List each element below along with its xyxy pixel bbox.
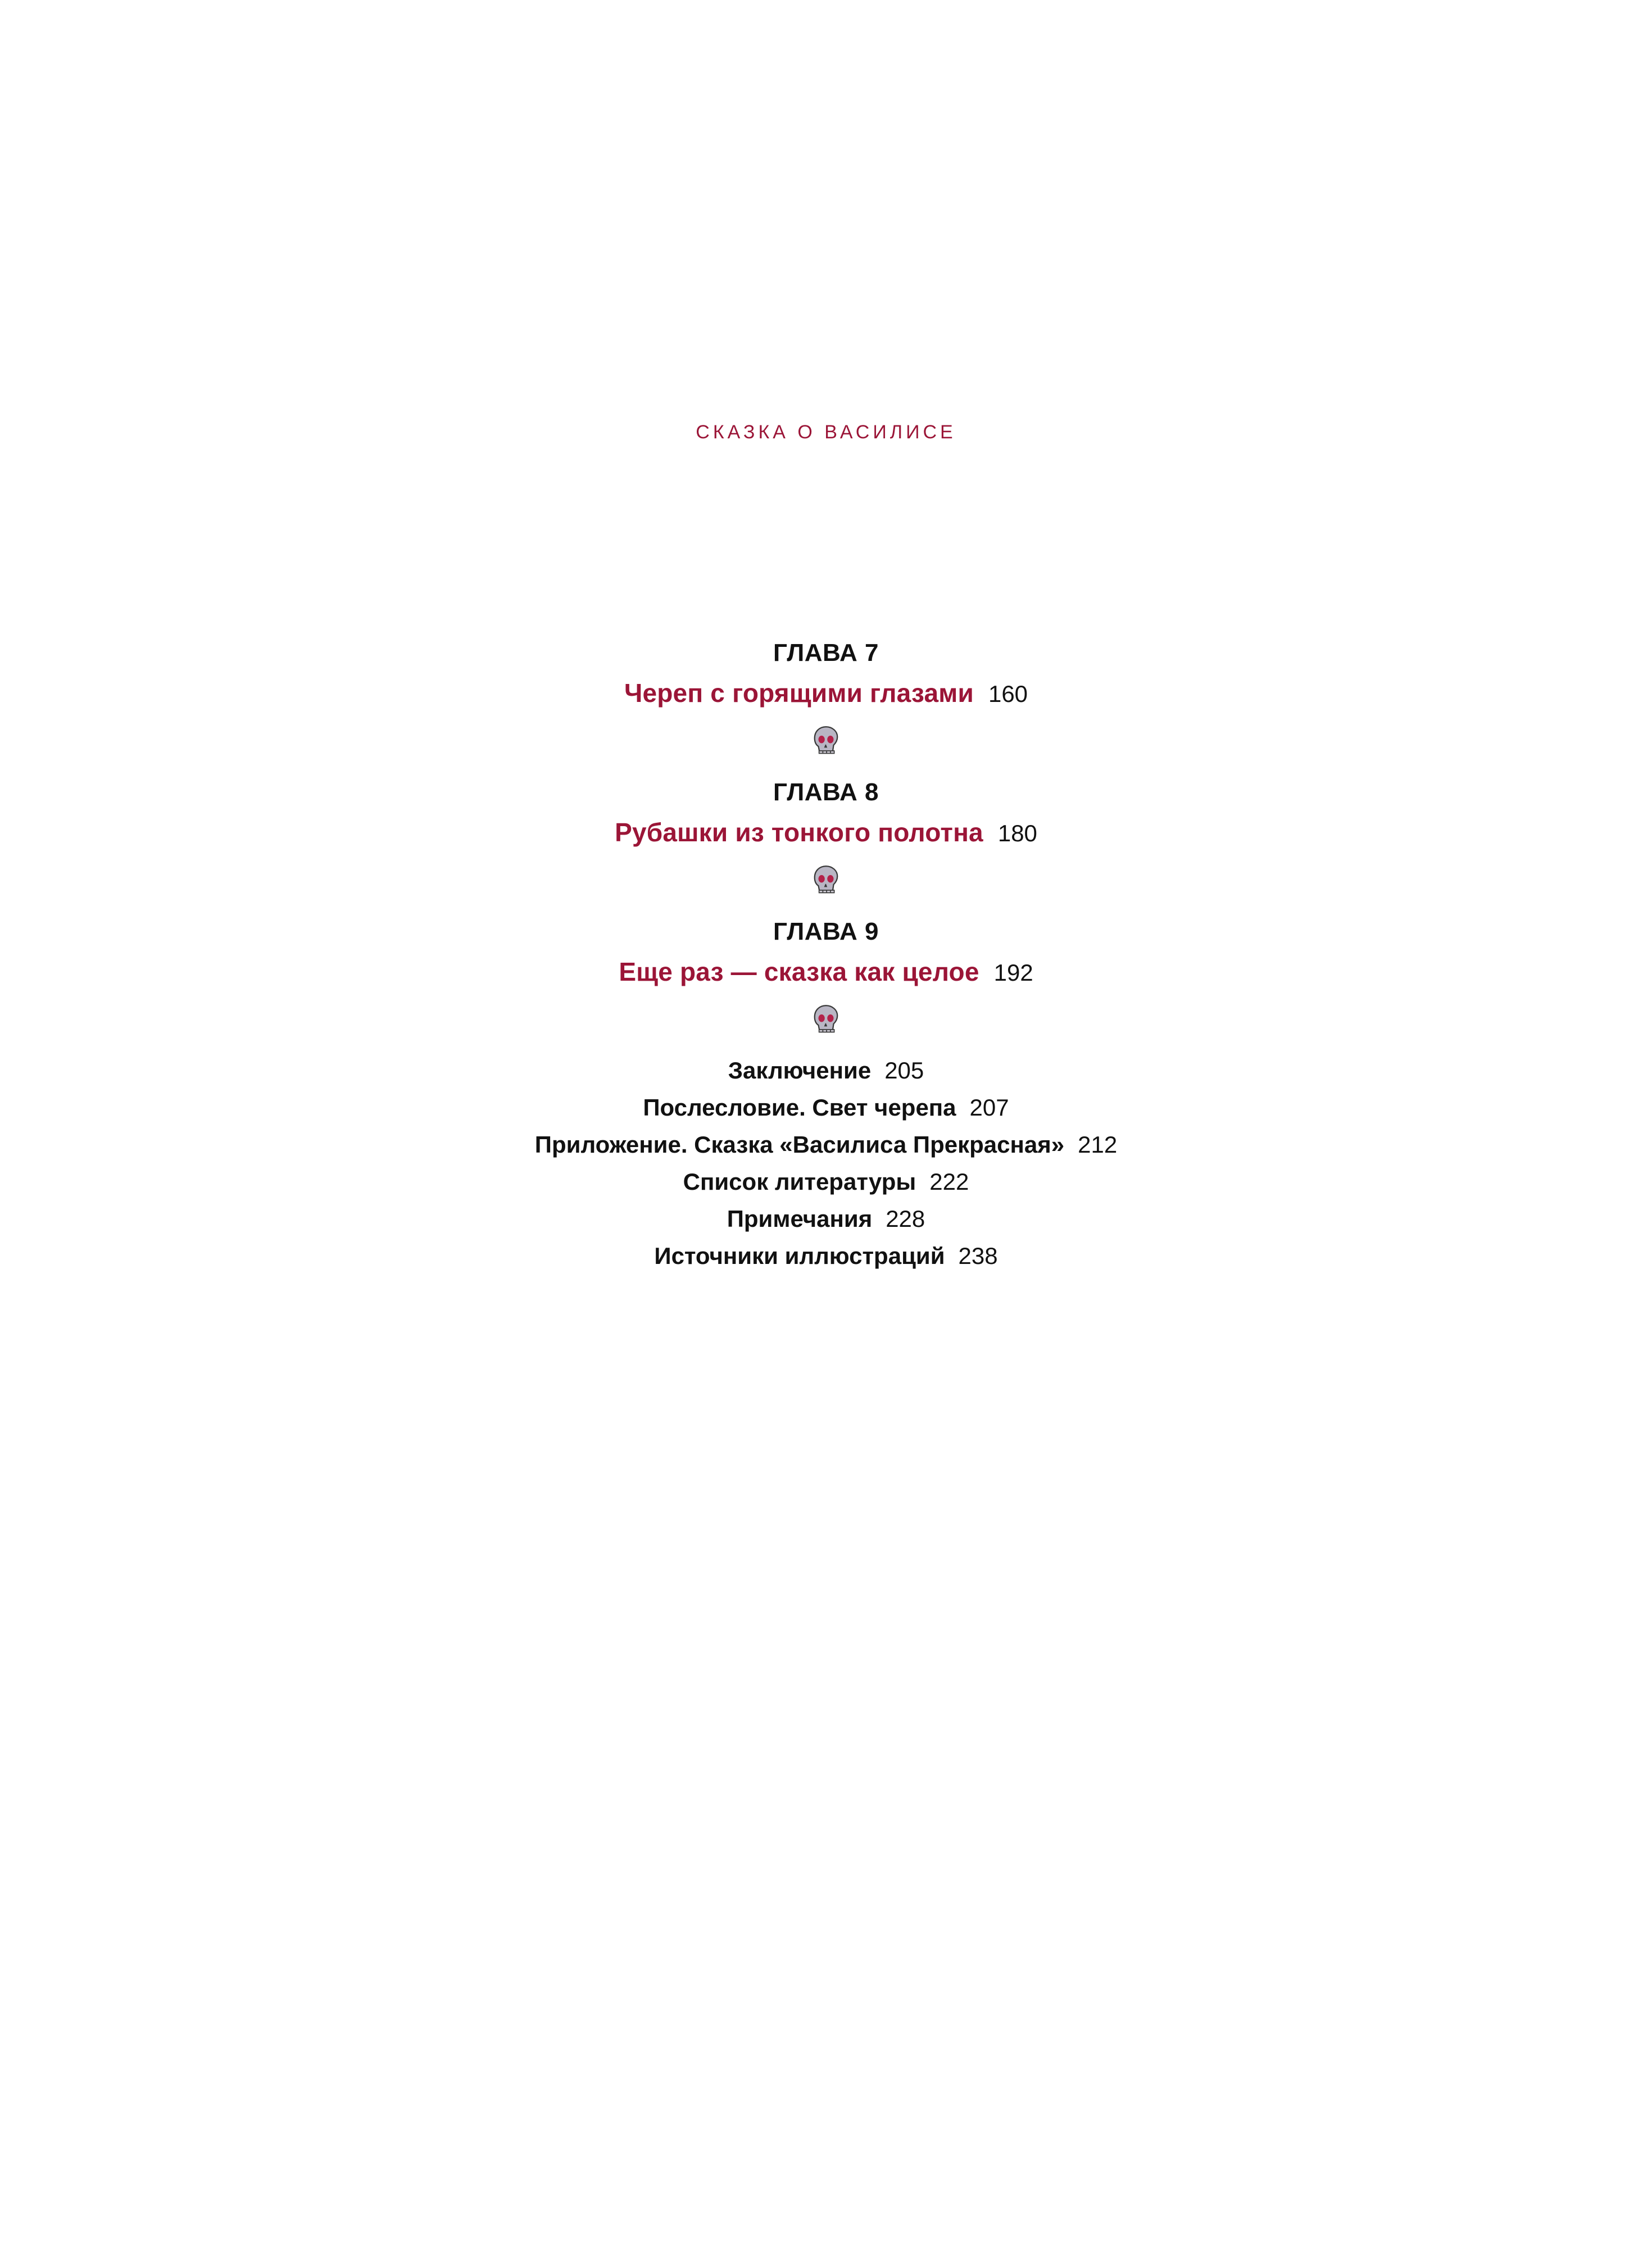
back-matter-title: Послесловие. Свет черепа bbox=[643, 1094, 956, 1121]
back-matter-title: Заключение bbox=[728, 1057, 872, 1084]
chapter-title-line bbox=[0, 680, 1652, 706]
chapter-label: ГЛАВА 9 bbox=[773, 918, 879, 945]
toc-chapter-entry bbox=[0, 919, 1652, 985]
back-matter-page-number: 207 bbox=[969, 1094, 1009, 1121]
list-item bbox=[0, 1059, 1652, 1082]
back-matter-page-number: 205 bbox=[884, 1057, 924, 1084]
ornament-divider bbox=[0, 860, 1652, 900]
back-matter-page-number: 222 bbox=[929, 1168, 969, 1195]
back-matter-title: Приложение. Сказка «Василиса Прекрасная» bbox=[534, 1131, 1065, 1158]
chapter-page-number: 180 bbox=[997, 820, 1037, 846]
back-matter-title: Источники иллюстраций bbox=[654, 1243, 945, 1269]
chapter-title-line bbox=[0, 959, 1652, 985]
list-item bbox=[0, 1244, 1652, 1268]
ornament-divider bbox=[0, 720, 1652, 761]
toc-chapter-entry bbox=[0, 641, 1652, 706]
skull-icon bbox=[806, 999, 846, 1040]
skull-icon bbox=[806, 860, 846, 900]
list-item bbox=[0, 1170, 1652, 1194]
back-matter-page-number: 228 bbox=[886, 1205, 925, 1232]
list-item bbox=[0, 1096, 1652, 1120]
chapter-title: Рубашки из тонкого полотна bbox=[615, 818, 983, 847]
chapter-label: ГЛАВА 7 bbox=[773, 639, 879, 667]
toc-back-matter-list bbox=[0, 1059, 1652, 1268]
back-matter-page-number: 212 bbox=[1078, 1131, 1118, 1158]
chapter-title: Череп с горящими глазами bbox=[624, 678, 974, 708]
list-item bbox=[0, 1133, 1652, 1157]
chapter-label: ГЛАВА 8 bbox=[773, 778, 879, 806]
back-matter-title: Примечания bbox=[727, 1205, 873, 1232]
back-matter-title: Список литературы bbox=[683, 1168, 916, 1195]
ornament-divider bbox=[0, 999, 1652, 1040]
chapter-page-number: 160 bbox=[988, 681, 1028, 707]
back-matter-page-number: 238 bbox=[958, 1243, 998, 1269]
list-item bbox=[0, 1207, 1652, 1231]
skull-icon bbox=[806, 720, 846, 761]
toc-chapter-entry bbox=[0, 780, 1652, 845]
chapter-title: Еще раз — сказка как целое bbox=[619, 957, 979, 986]
chapter-title-line bbox=[0, 819, 1652, 845]
table-of-contents bbox=[0, 641, 1652, 1281]
running-head: СКАЗКА О ВАСИЛИСЕ bbox=[696, 422, 956, 443]
chapter-page-number: 192 bbox=[993, 959, 1033, 986]
